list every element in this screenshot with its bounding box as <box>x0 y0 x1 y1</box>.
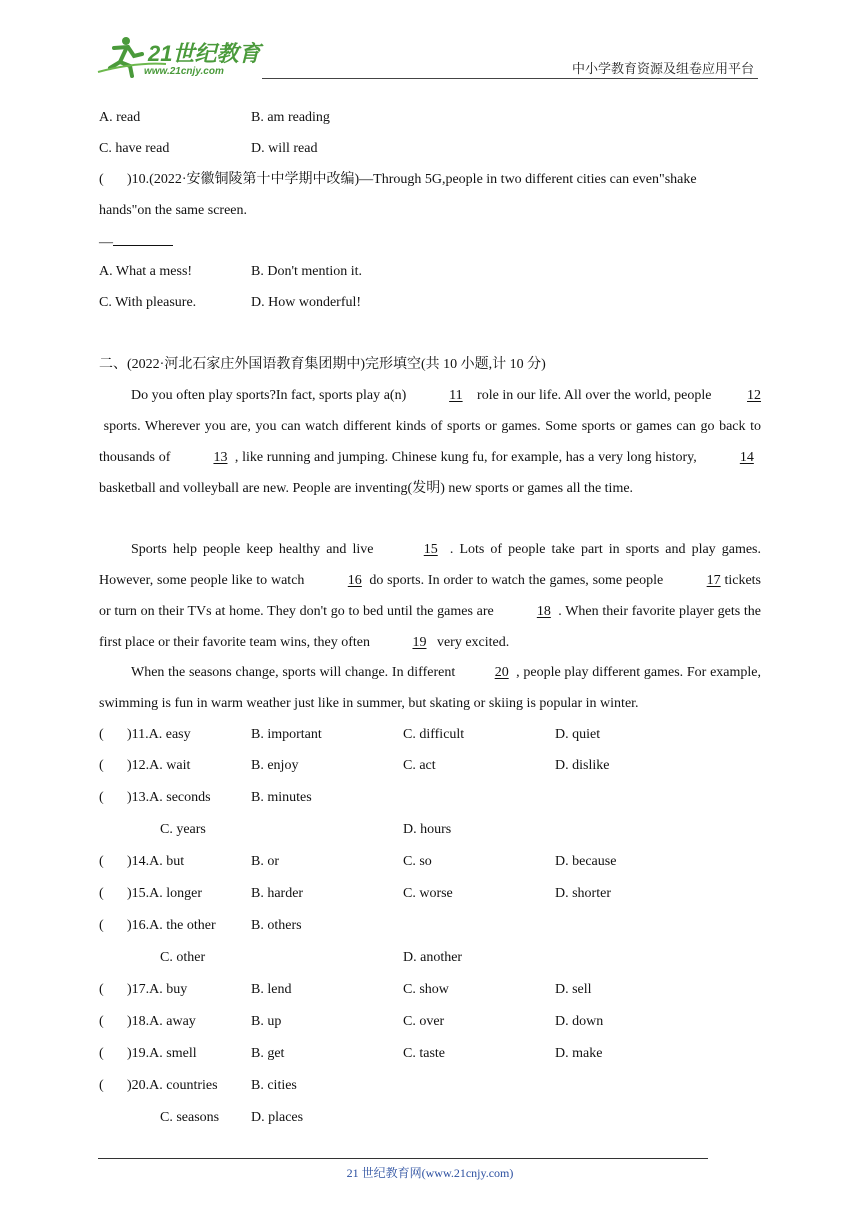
q15-option-d: D. shorter <box>555 886 611 901</box>
q20-option-d: D. places <box>251 1110 304 1125</box>
q12-paren: ( <box>99 758 104 773</box>
q16-option-a: )16.A. the other <box>127 918 216 933</box>
q10-stem-line2: hands"on the same screen. <box>99 203 247 218</box>
q15-option-c: C. worse <box>403 886 453 901</box>
footer-rule <box>98 1158 708 1159</box>
blank-13: 13 <box>213 450 228 465</box>
section-title: 二、(2022·河北石家庄外国语教育集团期中)完形填空(共 10 小题,计 10 分) <box>99 357 546 372</box>
q13-paren: ( <box>99 790 104 805</box>
header-platform-text: 中小学教育资源及组卷应用平台 <box>571 61 754 76</box>
q11-option-d: D. quiet <box>555 727 601 742</box>
blank-14: 14 <box>739 450 754 465</box>
q18-option-a: )18.A. away <box>127 1014 196 1029</box>
q17-option-d: D. sell <box>555 982 592 997</box>
q20-option-c: C. seasons <box>160 1110 220 1125</box>
q10-option-b: B. Don't mention it. <box>251 264 363 279</box>
q19-option-a: )19.A. smell <box>127 1046 197 1061</box>
blank-11: 11 <box>449 388 463 403</box>
q16-option-b: B. others <box>251 918 302 933</box>
q15-option-a: )15.A. longer <box>127 886 203 901</box>
q18-option-c: C. over <box>403 1014 445 1029</box>
q16-option-c: C. other <box>160 950 206 965</box>
blank-12: 12 <box>747 388 762 403</box>
q9-option-a: A. read <box>99 110 141 125</box>
q10-answer-blank <box>113 233 173 246</box>
blank-18: 18 <box>536 604 551 619</box>
blank-17: 17 <box>706 573 721 588</box>
q9-option-c: C. have read <box>99 141 170 156</box>
header-rule <box>262 78 758 79</box>
q10-option-c: C. With pleasure. <box>99 295 197 310</box>
q14-option-c: C. so <box>403 854 432 869</box>
q10-stem-line1: )10.(2022·安徽铜陵第十中学期中改编)—Through 5G,people in two different cities can even"shake <box>127 172 697 187</box>
passage-paragraph-2: Sports help people keep healthy and live 15 . Lots of people take part in sports and play games. However, some people like to watch 16 do sports. In order to watch the games, some people 17 tickets or turn on their TVs at home. They don't go to bed until the games are 18 . When their favorite player gets the first place or their favorite team wins, they often 19 very excited. <box>99 534 761 658</box>
q14-option-b: B. or <box>251 854 279 869</box>
q18-paren: ( <box>99 1014 104 1029</box>
q11-option-b: B. important <box>251 727 322 742</box>
q17-option-c: C. show <box>403 982 449 997</box>
q11-paren: ( <box>99 727 104 742</box>
q9-option-b: B. am reading <box>251 110 330 125</box>
q20-paren: ( <box>99 1078 104 1093</box>
passage-paragraph-3: When the seasons change, sports will change. In different 20 , people play different games. For example, swimming is fun in warm weather just like in summer, but skating or skiing is popular in winter. <box>99 657 761 719</box>
q19-paren: ( <box>99 1046 104 1061</box>
svg-text:21世纪教育: 21世纪教育 <box>148 41 261 66</box>
q11-option-a: )11.A. easy <box>127 727 191 742</box>
q17-option-a: )17.A. buy <box>127 982 188 997</box>
q15-option-b: B. harder <box>251 886 304 901</box>
q17-option-b: B. lend <box>251 982 292 997</box>
q11-option-c: C. difficult <box>403 727 465 742</box>
q9-option-d: D. will read <box>251 141 318 156</box>
q20-option-b: B. cities <box>251 1078 297 1093</box>
passage-paragraph-1: Do you often play sports?In fact, sports play a(n) 11 role in our life. All over the world, people 12 sports. Wherever you are, you can watch different kinds of sports or games. Some sports or games can go back to thousands of 13 , like running and jumping. Chinese kung fu, for example, has a very long history, 14 basketball and volleyball are new. People are inventing(发明) new sports or games all the time. <box>99 380 761 504</box>
q18-option-b: B. up <box>251 1014 282 1029</box>
q19-option-b: B. get <box>251 1046 285 1061</box>
q15-paren: ( <box>99 886 104 901</box>
q13-option-d: D. hours <box>403 822 452 837</box>
blank-15: 15 <box>423 542 438 557</box>
q12-option-d: D. dislike <box>555 758 610 773</box>
blank-16: 16 <box>347 573 362 588</box>
q12-option-c: C. act <box>403 758 436 773</box>
q12-option-b: B. enjoy <box>251 758 299 773</box>
q10-option-d: D. How wonderful! <box>251 295 362 310</box>
blank-20: 20 <box>494 665 509 680</box>
q18-option-d: D. down <box>555 1014 604 1029</box>
q19-option-c: C. taste <box>403 1046 445 1061</box>
footer-text: 21 世纪教育网(www.21cnjy.com) <box>346 1166 514 1180</box>
q16-option-d: D. another <box>403 950 463 965</box>
q19-option-d: D. make <box>555 1046 603 1061</box>
q10-option-a: A. What a mess! <box>99 264 193 279</box>
q13-option-a: )13.A. seconds <box>127 790 211 805</box>
q10-answer-dash: — <box>99 233 173 252</box>
q13-option-c: C. years <box>160 822 206 837</box>
q10-paren: ( <box>99 172 104 187</box>
q14-option-a: )14.A. but <box>127 854 185 869</box>
q13-option-b: B. minutes <box>251 790 312 805</box>
q16-paren: ( <box>99 918 104 933</box>
blank-19: 19 <box>412 635 427 650</box>
site-logo <box>96 34 266 80</box>
q17-paren: ( <box>99 982 104 997</box>
q14-option-d: D. because <box>555 854 617 869</box>
q14-paren: ( <box>99 854 104 869</box>
svg-text:www.21cnjy.com: www.21cnjy.com <box>144 66 224 77</box>
q20-option-a: )20.A. countries <box>127 1078 218 1093</box>
q12-option-a: )12.A. wait <box>127 758 191 773</box>
